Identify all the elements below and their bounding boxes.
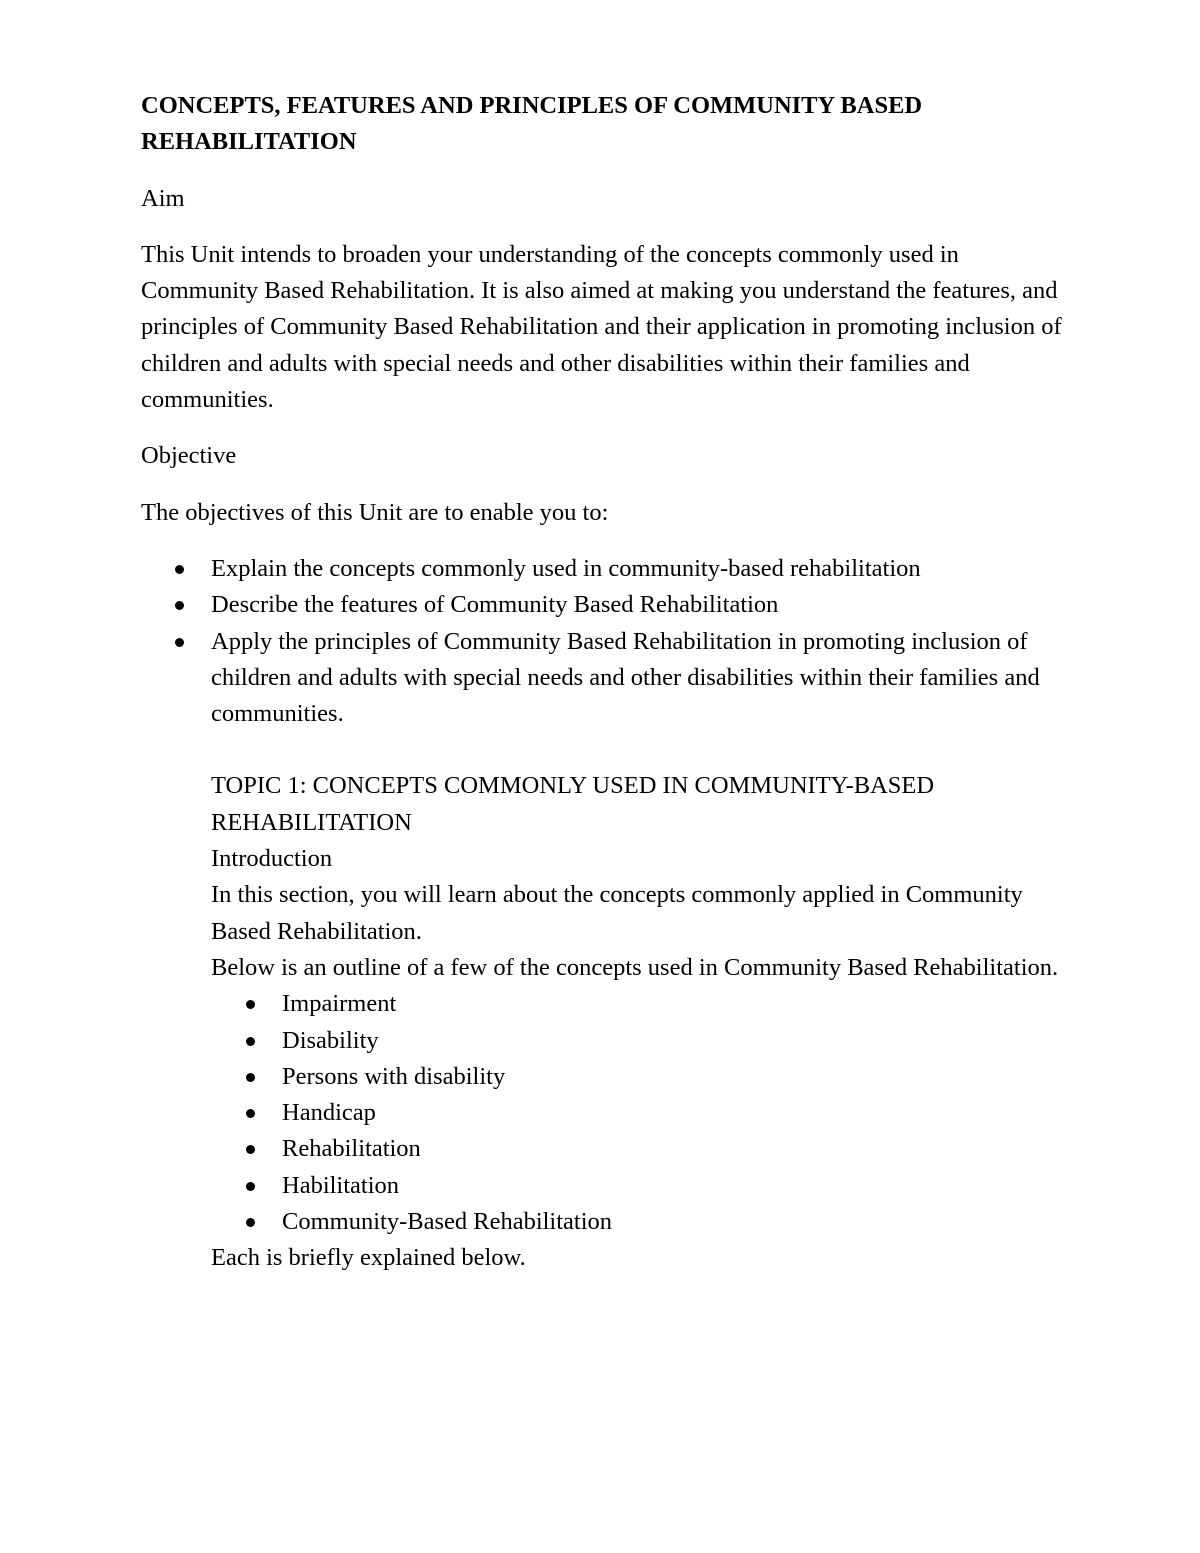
concept-text: Handicap	[282, 1099, 376, 1127]
bullet-icon	[246, 1109, 255, 1118]
aim-heading: Aim	[141, 184, 185, 212]
topic-heading: TOPIC 1: CONCEPTS COMMONLY USED IN COMMUNITY-BASED REHABILITATION	[211, 772, 935, 836]
bullet-icon	[246, 1073, 255, 1082]
outline-text: Below is an outline of a few of the concepts used in Community Based Rehabilitation.	[211, 953, 1059, 981]
objective-text: Apply the principles of Community Based Rehabilitation in promoting inclusion of children and adults with special needs and other disabilities within their families and communities.	[211, 627, 1040, 728]
closing-text: Each is briefly explained below.	[211, 1244, 526, 1272]
bullet-icon	[175, 638, 184, 647]
aim-text: This Unit intends to broaden your understanding of the concepts commonly used in Community Based Rehabilitation. It is also aimed at making you understand the features, and principles of Community Based Rehabilitation and their application in promoting inclusion of children and adults with special needs and other disabilities within their families and communities.	[141, 240, 1062, 414]
document-page	[141, 88, 1071, 1277]
objective-item	[141, 587, 1071, 623]
bullet-icon	[175, 601, 184, 610]
concept-text: Rehabilitation	[282, 1135, 421, 1163]
concept-item	[211, 986, 1071, 1022]
bullet-icon	[246, 1145, 255, 1154]
concepts-list	[211, 986, 1071, 1240]
introduction-heading: Introduction	[211, 845, 333, 873]
objective-text: Explain the concepts commonly used in community-based rehabilitation	[211, 554, 921, 582]
concept-item	[211, 1204, 1071, 1240]
concept-item	[211, 1023, 1071, 1059]
concept-text: Impairment	[282, 990, 397, 1018]
objectives-list	[141, 551, 1071, 732]
objective-heading: Objective	[141, 442, 237, 470]
introduction-text: In this section, you will learn about the concepts commonly applied in Community Based Rehabilitation.	[211, 881, 1023, 945]
bullet-icon	[246, 1182, 255, 1191]
concept-text: Persons with disability	[282, 1062, 506, 1090]
concept-text: Habilitation	[282, 1171, 400, 1199]
concept-item	[211, 1095, 1071, 1131]
bullet-icon	[246, 1037, 255, 1046]
document-title: CONCEPTS, FEATURES AND PRINCIPLES OF COMMUNITY BASED REHABILITATION	[141, 92, 923, 156]
topic-section	[211, 768, 1071, 1276]
objective-text: Describe the features of Community Based Rehabilitation	[211, 591, 779, 619]
concept-item	[211, 1059, 1071, 1095]
bullet-icon	[246, 1000, 255, 1009]
bullet-icon	[175, 565, 184, 574]
objective-item	[141, 624, 1071, 733]
concept-item	[211, 1168, 1071, 1204]
bullet-icon	[246, 1218, 255, 1227]
concept-item	[211, 1131, 1071, 1167]
concept-text: Disability	[282, 1026, 379, 1054]
objective-item	[141, 551, 1071, 587]
objective-intro: The objectives of this Unit are to enable you to:	[141, 498, 609, 526]
concept-text: Community-Based Rehabilitation	[282, 1208, 613, 1236]
